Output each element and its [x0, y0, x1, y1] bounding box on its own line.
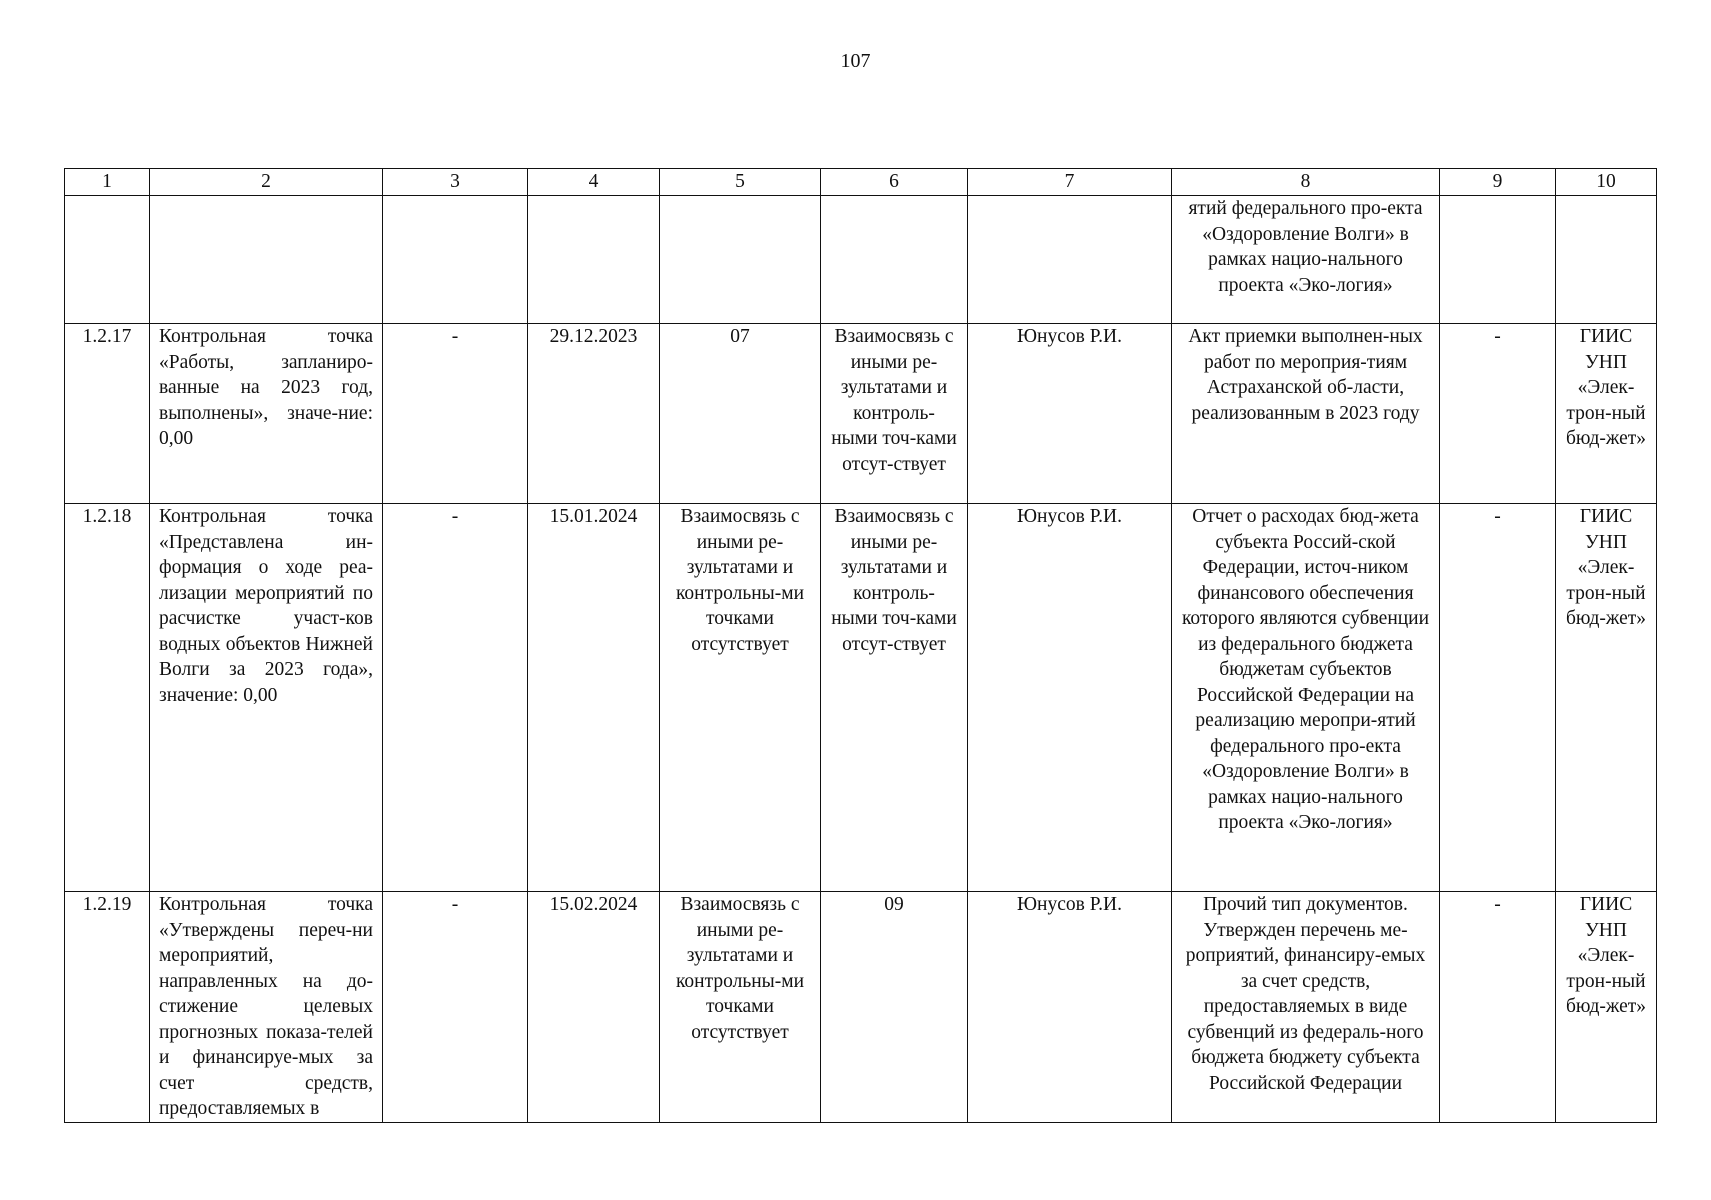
cell-col5: Взаимосвязь с иными ре-зультатами и контрольны-ми точками отсутствует	[660, 892, 821, 1123]
column-header-4: 4	[528, 169, 660, 196]
cell-col3	[383, 196, 528, 324]
column-header-7: 7	[968, 169, 1172, 196]
cell-number: 1.2.19	[65, 892, 150, 1123]
cell-responsible: Юнусов Р.И.	[968, 504, 1172, 892]
column-header-5: 5	[660, 169, 821, 196]
cell-system: ГИИС УНП «Элек-трон-ный бюд-жет»	[1556, 504, 1657, 892]
column-header-3: 3	[383, 169, 528, 196]
cell-col9: -	[1440, 504, 1556, 892]
cell-responsible: Юнусов Р.И.	[968, 892, 1172, 1123]
cell-date: 29.12.2023	[528, 324, 660, 504]
continuation-row	[65, 196, 1657, 324]
cell-responsible	[968, 196, 1172, 324]
cell-col5: 07	[660, 324, 821, 504]
cell-col9: -	[1440, 324, 1556, 504]
column-header-6: 6	[821, 169, 968, 196]
cell-col3: -	[383, 504, 528, 892]
cell-name: Контрольная точка «Работы, запланиро-ванные на 2023 год, выполнены», значе-ние: 0,00	[150, 324, 383, 504]
cell-responsible: Юнусов Р.И.	[968, 324, 1172, 504]
cell-document: Акт приемки выполнен-ных работ по мероприя-тиям Астраханской об-ласти, реализованным в 2023 году	[1172, 324, 1440, 504]
cell-number: 1.2.18	[65, 504, 150, 892]
cell-col6: 09	[821, 892, 968, 1123]
cell-col3: -	[383, 892, 528, 1123]
page-number: 107	[840, 50, 871, 72]
cell-col9	[1440, 196, 1556, 324]
cell-date: 15.02.2024	[528, 892, 660, 1123]
cell-col6: Взаимосвязь с иными ре-зультатами и контроль-ными точ-ками отсут-ствует	[821, 324, 968, 504]
table-row	[65, 892, 1657, 1123]
column-header-9: 9	[1440, 169, 1556, 196]
cell-document: Прочий тип документов. Утвержден перечень ме-роприятий, финансиру-емых за счет средств, предоставляемых в виде субвенций из федераль-ного бюджета бюджету субъекта Российской Федерации	[1172, 892, 1440, 1123]
column-header-8: 8	[1172, 169, 1440, 196]
header-row	[65, 169, 1657, 196]
cell-date	[528, 196, 660, 324]
cell-name: Контрольная точка «Утверждены переч-ни мероприятий, направленных на до-стижение целевых прогнозных показа-телей и финансируе-мых за счет средств, предоставляемых в	[150, 892, 383, 1123]
column-header-10: 10	[1556, 169, 1657, 196]
cell-document: Отчет о расходах бюд-жета субъекта Россий-ской Федерации, источ-ником финансового обеспечения которого являются субвенции из федерального бюджета бюджетам субъектов Российской Федерации на реализацию меропри-ятий федерального про-екта «Оздоровление Волги» в рамках нацио-нального проекта «Эко-логия»	[1172, 504, 1440, 892]
cell-name	[150, 196, 383, 324]
cell-col5	[660, 196, 821, 324]
cell-col6	[821, 196, 968, 324]
column-header-2: 2	[150, 169, 383, 196]
cell-number	[65, 196, 150, 324]
cell-col5: Взаимосвязь с иными ре-зультатами и контрольны-ми точками отсутствует	[660, 504, 821, 892]
cell-document: ятий федерального про-екта «Оздоровление Волги» в рамках нацио-нального проекта «Эко-логия»	[1172, 196, 1440, 324]
cell-system: ГИИС УНП «Элек-трон-ный бюд-жет»	[1556, 324, 1657, 504]
cell-system: ГИИС УНП «Элек-трон-ный бюд-жет»	[1556, 892, 1657, 1123]
cell-number: 1.2.17	[65, 324, 150, 504]
cell-col9: -	[1440, 892, 1556, 1123]
cell-date: 15.01.2024	[528, 504, 660, 892]
cell-name: Контрольная точка «Представлена ин-формация о ходе реа-лизации мероприятий по расчистке участ-ков водных объектов Нижней Волги за 2023 года», значение: 0,00	[150, 504, 383, 892]
control-points-table	[64, 168, 1657, 1123]
table-row	[65, 324, 1657, 504]
column-header-1: 1	[65, 169, 150, 196]
table-row	[65, 504, 1657, 892]
cell-col3: -	[383, 324, 528, 504]
cell-col6: Взаимосвязь с иными ре-зультатами и контроль-ными точ-ками отсут-ствует	[821, 504, 968, 892]
cell-system	[1556, 196, 1657, 324]
